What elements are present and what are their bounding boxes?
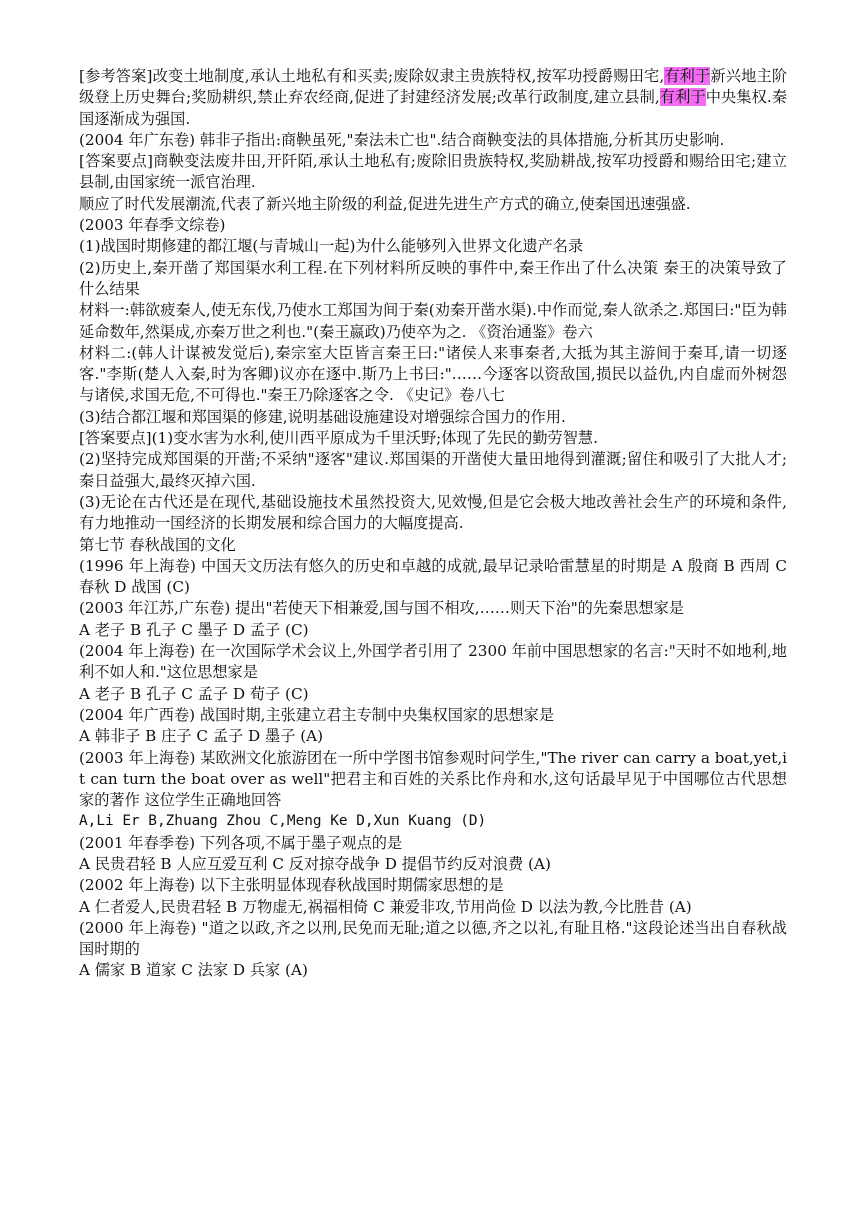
question-source: (2003 年春季文综卷) [79,216,226,235]
question-paragraph: (2000 年上海卷) "道之以政,齐之以刑,民免而无耻;道之以德,齐之以礼,有耻且格."这段论述当出自春秋战国时期的 [79,918,787,959]
answer-paragraph: [答案要点](1)变水害为水利,使川西平原成为千里沃野;体现了先民的勤劳智慧. [79,429,598,448]
question-paragraph: (2)历史上,秦开凿了郑国渠水利工程.在下列材料所反映的事件中,秦王作出了什么决策 秦王的决策导致了什么结果 [79,258,787,298]
section-heading: 第七节 春秋战国的文化 [79,535,236,554]
answer-options: A 老子 B 孔子 C 墨子 D 孟子 (C) [79,620,309,639]
text-segment: 中央集权.秦国逐渐成为强国. [79,88,788,128]
question-paragraph: (2002 年上海卷) 以下主张明显体现春秋战国时期儒家思想的是 [79,876,504,895]
highlighted-text: 有利于 [664,67,711,85]
question-paragraph: (2004 年广东卷) 韩非子指出:商鞅虽死,"秦法未亡也".结合商鞅变法的具体措施,分析其历史影响. [79,130,725,149]
answer-options: A 老子 B 孔子 C 孟子 D 荀子 (C) [79,684,309,703]
question-paragraph: (1)战国时期修建的都江堰(与青城山一起)为什么能够列入世界文化遗产名录 [79,237,584,256]
highlighted-text: 有利于 [659,88,706,107]
material-paragraph: 材料二:(韩人计谋被发觉后),秦宗室大臣皆言秦王曰:"诸侯人来事秦者,大抵为其主游间于秦耳,请一切逐客."李斯(楚人入秦,时为客卿)议亦在逐中.斯乃上书曰:"……今逐客以资敌国,损民以益仇,内自虚而外树怨与诸侯,求国无危,不可得也."秦王乃除逐客之令. 《史记》卷八七 [79,343,787,405]
answer-options: A 民贵君轻 B 人应互爱互利 C 反对掠夺战争 D 提倡节约反对浪费 (A) [79,854,551,873]
answer-options: A 韩非子 B 庄子 C 孟子 D 墨子 (A) [79,727,324,746]
document-body [79,66,787,982]
answer-options: A 仁者爱人,民贵君轻 B 万物虚无,祸福相倚 C 兼爱非攻,节用尚俭 D 以法为教,今比胜昔 (A) [79,897,692,916]
answer-paragraph: 顺应了时代发展潮流,代表了新兴地主阶级的利益,促进先进生产方式的确立,使秦国迅速强盛. [79,194,691,213]
answer-paragraph [79,66,787,130]
text-segment: 新兴地主阶级登上历史舞台;奖励耕织,禁止弃农经商,促进了封建经济发展;改革行政制度,建立县制, [79,67,788,107]
question-paragraph: (2001 年春季卷) 下列各项,不属于墨子观点的是 [79,833,403,852]
question-paragraph: (3)结合都江堰和郑国渠的修建,说明基础设施建设对增强综合国力的作用. [79,407,566,426]
question-paragraph: (1996 年上海卷) 中国天文历法有悠久的历史和卓越的成就,最早记录哈雷慧星的时期是 A 殷商 B 西周 C 春秋 D 战国 (C) [79,556,787,597]
question-paragraph: (2003 年上海卷) 某欧洲文化旅游团在一所中学图书馆参观时问学生,"The river can carry a boat,yet,it can turn the boat over as well"把君主和百姓的关系比作舟和水,这句话最早见于中国哪位古代思想家的著作 这位学生正确地回答 [79,748,787,810]
answer-options: A,Li Er B,Zhuang Zhou C,Meng Ke D,Xun Kuang (D) [79,813,487,830]
answer-options: A 儒家 B 道家 C 法家 D 兵家 (A) [79,961,308,980]
question-paragraph: (2004 年广西卷) 战国时期,主张建立君主专制中央集权国家的思想家是 [79,705,555,724]
answer-paragraph: (3)无论在古代还是在现代,基础设施技术虽然投资大,见效慢,但是它会极大地改善社会生产的环境和条件,有力地推动一国经济的长期发展和综合国力的大幅度提高. [79,492,787,533]
question-paragraph: (2003 年江苏,广东卷) 提出"若使天下相兼爱,国与国不相攻,……则天下治"的先秦思想家是 [79,599,684,618]
text-segment: [参考答案]改变土地制度,承认土地私有和买卖;废除奴隶主贵族特权,按军功授爵赐田宅, [79,67,665,85]
question-paragraph: (2004 年上海卷) 在一次国际学术会议上,外国学者引用了 2300 年前中国思想家的名言:"天时不如地利,地利不如人和."这位思想家是 [79,642,787,682]
material-paragraph: 材料一:韩欲疲秦人,使无东伐,乃使水工郑国为间于秦(劝秦开凿水渠).中作而觉,秦人欲杀之.郑国曰:"臣为韩延命数年,然渠成,亦秦万世之利也."(秦王嬴政)乃使卒为之. 《资治通鉴》卷六 [79,301,787,341]
answer-paragraph: (2)坚持完成郑国渠的开凿;不采纳"逐客"建议.郑国渠的开凿使大量田地得到灌溉;留住和吸引了大批人才;秦日益强大,最终灭掉六国. [79,450,787,490]
answer-paragraph: [答案要点]商鞅变法废井田,开阡陌,承认土地私有;废除旧贵族特权,奖励耕战,按军功授爵和赐给田宅;建立县制,由国家统一派官治理. [79,152,787,192]
